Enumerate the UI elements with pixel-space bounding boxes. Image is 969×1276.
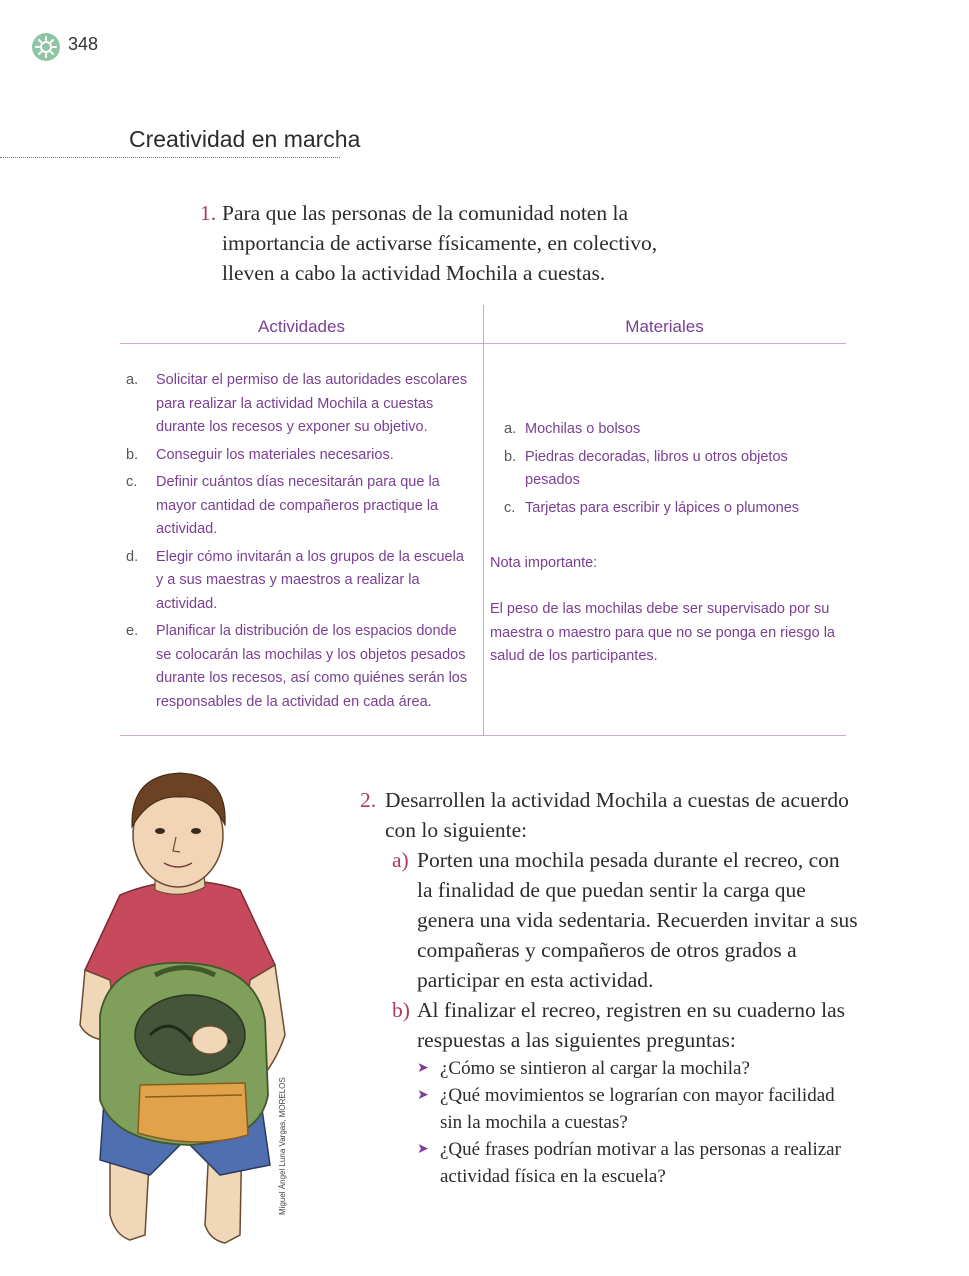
question-1-text: Para que las personas de la comunidad noten la importancia de activarse físicamente, en colectivo, lleven a cabo la actividad Mochila a cuestas.: [222, 201, 658, 285]
questions-list: [360, 1055, 860, 1190]
material-item: [490, 418, 840, 442]
activity-item: [120, 444, 475, 468]
subitem-a-text: Porten una mochila pesada durante el recreo, con la finalidad de que puedan sentir la carga que genera una vida sedentaria. Recuerden invitar a sus compañeras y compañeros de otros grados a participar en esta actividad.: [417, 848, 858, 992]
material-text: Mochilas o bolsos: [525, 421, 641, 437]
sun-gear-icon: [32, 33, 60, 61]
question-text: ¿Qué movimientos se lograrían con mayor facilidad sin la mochila a cuestas?: [440, 1085, 835, 1133]
activity-text: Conseguir los materiales necesarios.: [156, 446, 394, 463]
subitem-b-letter: b): [392, 998, 410, 1022]
activity-text: Definir cuántos días necesitarán para que la mayor cantidad de compañeros practique la actividad.: [156, 474, 440, 537]
note-title: Nota importante:: [490, 555, 598, 571]
table-bottom-rule: [120, 735, 846, 736]
activity-text: Planificar la distribución de los espacios donde se colocarán las mochilas y los objetos pesados durante los recesos, así como quiénes serán los responsables de la actividad en cada área.: [156, 623, 468, 710]
material-text: Piedras decoradas, libros u otros objetos pesados: [525, 448, 788, 488]
activities-list: [120, 369, 475, 718]
triangle-bullet-icon: ➤: [417, 1061, 429, 1076]
question-2-number: 2.: [360, 788, 377, 812]
material-letter: c.: [504, 499, 516, 516]
section-title: Creatividad en marcha: [129, 126, 361, 152]
header-activities: Actividades: [258, 317, 345, 336]
activity-item: [120, 369, 475, 440]
triangle-bullet-icon: ➤: [417, 1088, 429, 1103]
activity-item: [120, 546, 475, 617]
question-text: ¿Cómo se sintieron al cargar la mochila?: [440, 1058, 750, 1079]
activity-letter: a.: [126, 372, 139, 388]
list-item: [360, 1136, 860, 1190]
activity-item: [120, 471, 475, 542]
question-2: [360, 785, 860, 1190]
materials-list: [490, 418, 840, 524]
material-item: [490, 446, 840, 493]
material-item: [490, 497, 840, 521]
material-text: Tarjetas para escribir y lápices o plumones: [525, 499, 800, 516]
section-divider: [0, 157, 340, 158]
table-column-divider: [483, 305, 484, 736]
question-1: [200, 198, 700, 288]
table-header-rule: [120, 343, 846, 344]
subitem-a-letter: a): [392, 848, 409, 872]
page-number: 348: [68, 34, 99, 54]
triangle-bullet-icon: ➤: [417, 1142, 429, 1157]
question-2-head: [360, 785, 860, 845]
subitem-b: [360, 995, 860, 1055]
header-materials: Materiales: [625, 317, 704, 336]
activities-materials-table: [120, 305, 846, 736]
question-text: ¿Qué frases podrían motivar a las personas a realizar actividad física en la escuela?: [440, 1139, 841, 1187]
subitem-a: [360, 845, 860, 995]
list-item: [360, 1055, 860, 1082]
note-body: El peso de las mochilas debe ser supervisado por su maestra o maestro para que no se ponga en riesgo la salud de los participantes.: [490, 601, 835, 664]
material-letter: a.: [504, 421, 517, 437]
activity-letter: d.: [126, 548, 139, 565]
activity-text: Elegir cómo invitarán a los grupos de la escuela y a sus maestras y maestros a realizar la actividad.: [156, 548, 464, 612]
boy-with-backpack-illustration: [70, 765, 310, 1255]
activity-letter: b.: [126, 446, 139, 463]
activity-item: [120, 620, 475, 714]
question-2-text: Desarrollen la actividad Mochila a cuestas de acuerdo con lo siguiente:: [385, 788, 849, 842]
activity-letter: e.: [126, 623, 139, 639]
material-letter: b.: [504, 448, 517, 465]
question-1-number: 1.: [200, 201, 217, 225]
list-item: [360, 1082, 860, 1136]
illustration-credit: Miguel Ángel Luna Vargas, MORELOS: [278, 1077, 287, 1215]
activity-letter: c.: [126, 474, 138, 490]
subitem-b-text: Al finalizar el recreo, registren en su cuaderno las respuestas a las siguientes preguntas:: [417, 998, 846, 1052]
activity-text: Solicitar el permiso de las autoridades escolares para realizar la actividad Mochila a cuestas durante los recesos y exponer su objetivo.: [156, 372, 468, 435]
page-badge-icon: [32, 33, 60, 61]
